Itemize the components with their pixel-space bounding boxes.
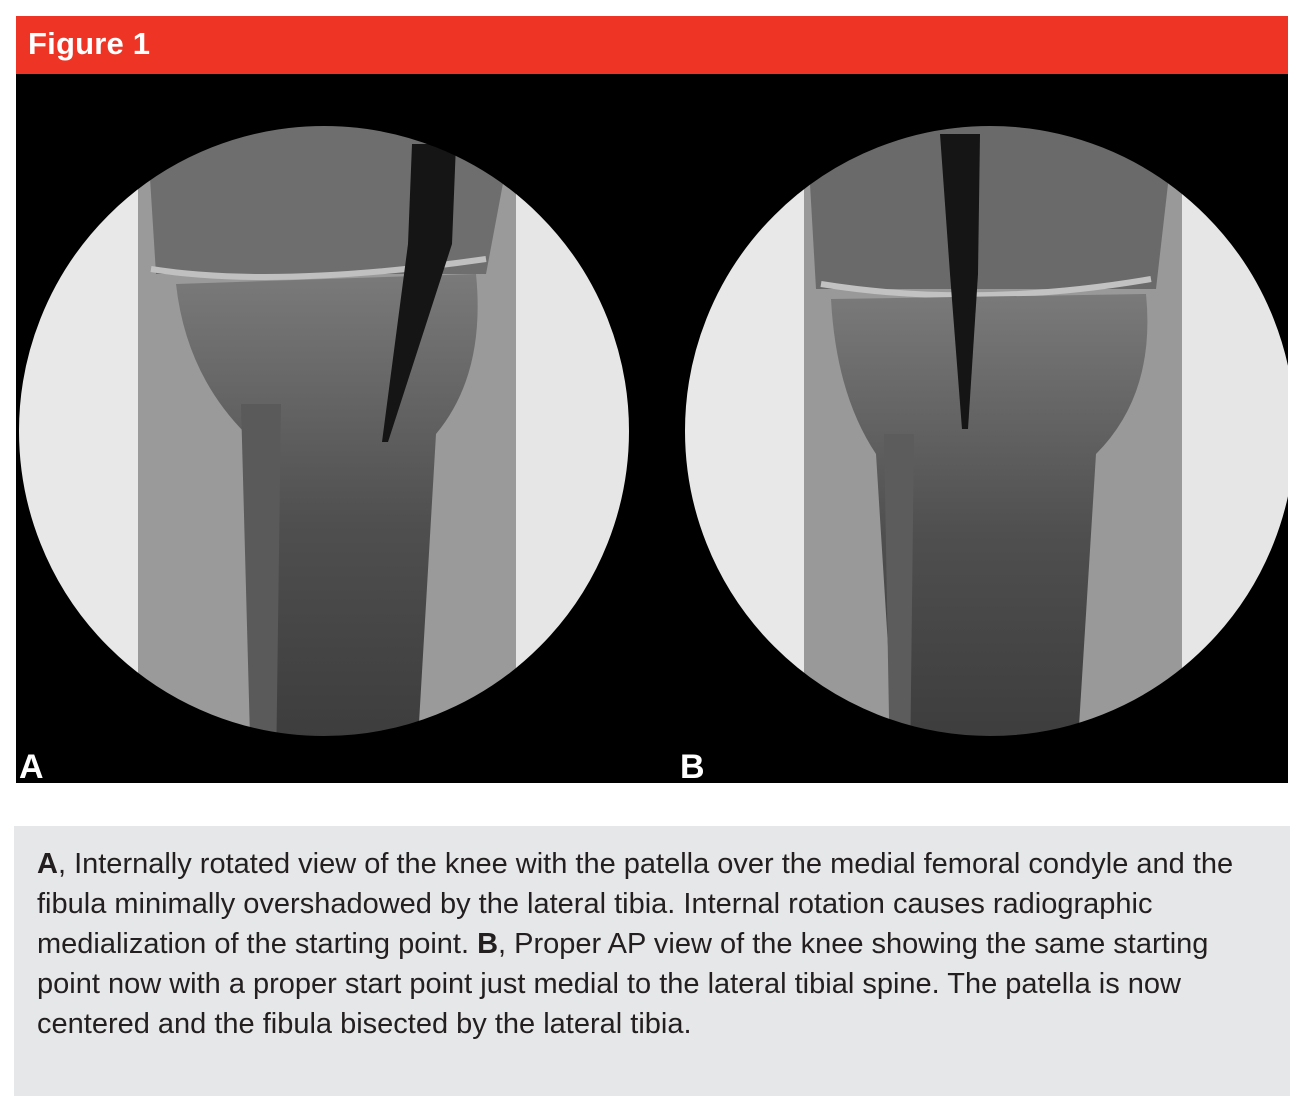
caption-label-a: A <box>37 848 58 880</box>
caption-label-b: B <box>477 928 499 960</box>
caption-text-a: , Internally rotated view of the knee with the patella over the medial femoral condyle and the fibula minimally overshadowed by the lateral tibia. Internal rotation causes radiographic medialization of the starting point. <box>37 848 1234 960</box>
figure-caption <box>14 826 1290 1096</box>
panel-label-a: A <box>19 748 44 783</box>
xray-images <box>16 74 1288 783</box>
figure-header <box>16 16 1288 74</box>
xray-panels <box>16 74 1288 783</box>
xray-a <box>18 114 636 774</box>
caption-text-b: , Proper AP view of the knee showing the same starting point now with a proper start point just medial to the lateral tibial spine. The patella is now centered and the fibula bisected by the lateral tibia. <box>37 928 1209 1040</box>
figure-title: Figure 1 <box>28 26 151 61</box>
caption-text <box>37 844 1277 1044</box>
panel-label-b: B <box>680 748 705 783</box>
